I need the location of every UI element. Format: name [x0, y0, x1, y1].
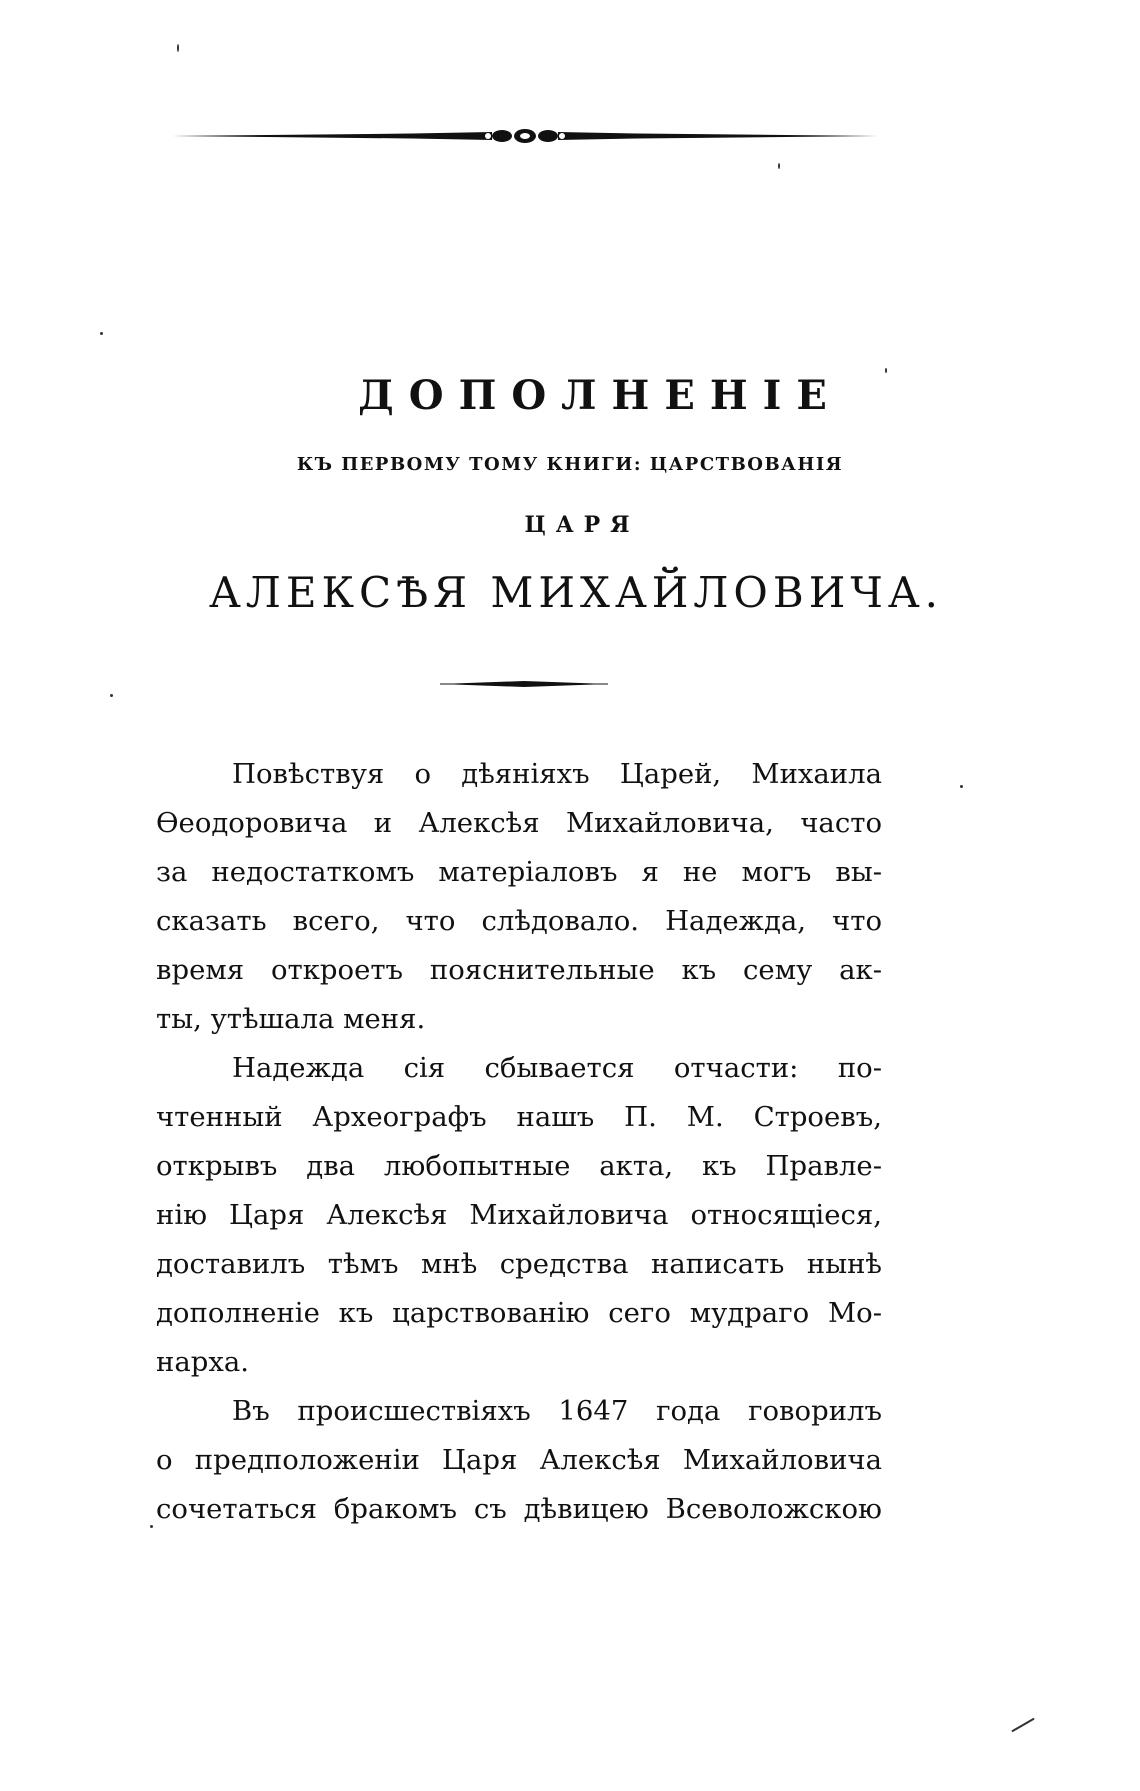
text-line: сказать всего, что слѣдовало. Надежда, что: [156, 905, 882, 937]
text-line: сочетаться бракомъ съ дѣвицею Всеволожскою: [156, 1493, 882, 1525]
scan-speck: [177, 44, 179, 52]
tsar-name: АЛЕКСѢЯ МИХАЙЛОВИЧА.: [209, 568, 943, 617]
scan-speck: [100, 332, 103, 335]
text-line: Повѣствуя о дѣяніяхъ Царей, Михаила: [232, 758, 882, 790]
text-line: открывъ два любопытные акта, къ Правле-: [156, 1150, 882, 1182]
body-text: [156, 750, 882, 1534]
text-line: Надежда сія сбывается отчасти: по-: [232, 1052, 882, 1084]
text-line: дополненіе къ царствованію сего мудраго Мо-: [156, 1297, 882, 1329]
text-line: доставилъ тѣмъ мнѣ средства написать нынѣ: [156, 1248, 882, 1280]
text-line: ты, утѣшала меня.: [156, 1003, 426, 1035]
text-line: нарха.: [156, 1346, 249, 1378]
text-line: чтенный Археографъ нашъ П. М. Строевъ,: [156, 1101, 882, 1133]
tsar-label: ЦАРЯ: [524, 512, 640, 538]
text-line: нію Царя Алексѣя Михайловича относящіеся,: [156, 1199, 882, 1231]
page-title: ДОПОЛНЕНІЕ: [358, 372, 842, 419]
text-line: время откроетъ пояснительные къ сему ак-: [156, 954, 882, 986]
text-line: за недостаткомъ матеріаловъ я не могъ вы-: [156, 856, 882, 888]
scan-speck: [1011, 1718, 1035, 1733]
scan-speck: [778, 163, 780, 169]
text-line: Ѳеодоровича и Алексѣя Михайловича, часто: [156, 807, 882, 839]
scan-speck: [150, 1525, 153, 1528]
scan-speck: [110, 694, 113, 697]
page-subtitle: КЪ ПЕРВОМУ ТОМУ КНИГИ: ЦАРСТВОВАНІЯ: [296, 454, 844, 475]
scan-speck: [960, 785, 963, 788]
text-line: Въ происшествіяхъ 1647 года говорилъ: [232, 1395, 882, 1427]
text-line: о предположеніи Царя Алексѣя Михайловича: [156, 1444, 882, 1476]
section-divider: [440, 678, 608, 690]
ornamental-header-rule: [172, 124, 878, 148]
